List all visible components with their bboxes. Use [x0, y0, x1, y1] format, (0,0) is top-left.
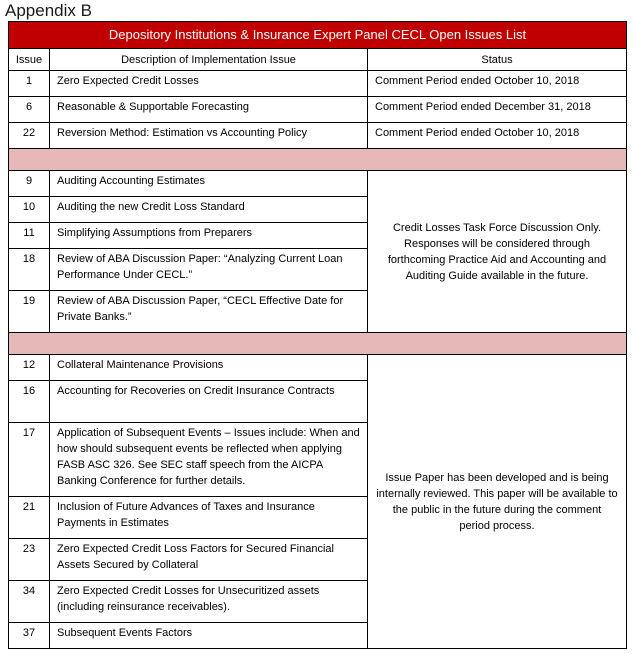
issue-number: 11 [9, 223, 50, 249]
page-title: Appendix B [5, 1, 92, 20]
issue-description: Collateral Maintenance Provisions [50, 355, 368, 381]
group-status: Issue Paper has been developed and is being internally reviewed. This paper will be available to the public in the future during the comment period process. [368, 355, 627, 649]
issue-number: 19 [9, 291, 50, 333]
issue-description: Auditing Accounting Estimates [50, 171, 368, 197]
issue-description: Reversion Method: Estimation vs Accounting Policy [50, 123, 368, 149]
issue-description: Auditing the new Credit Loss Standard [50, 197, 368, 223]
table-row [9, 355, 627, 381]
issue-description: Zero Expected Credit Loss Factors for Secured Financial Assets Secured by Collateral [50, 539, 368, 581]
issue-description: Reasonable & Supportable Forecasting [50, 97, 368, 123]
issue-description: Review of ABA Discussion Paper: “Analyzing Current Loan Performance Under CECL.” [50, 249, 368, 291]
issue-number: 34 [9, 581, 50, 623]
section-separator [9, 149, 627, 171]
issue-status: Comment Period ended October 10, 2018 [368, 123, 627, 149]
issue-number: 1 [9, 71, 50, 97]
issue-description: Simplifying Assumptions from Preparers [50, 223, 368, 249]
table-header-row [9, 49, 627, 71]
issue-number: 9 [9, 171, 50, 197]
issue-number: 12 [9, 355, 50, 381]
issue-number: 17 [9, 423, 50, 497]
issue-number: 10 [9, 197, 50, 223]
column-header-issue: Issue [9, 49, 50, 71]
issue-description: Zero Expected Credit Losses [50, 71, 368, 97]
issue-number: 22 [9, 123, 50, 149]
column-header-status: Status [368, 49, 627, 71]
issue-number: 16 [9, 381, 50, 423]
column-header-description: Description of Implementation Issue [50, 49, 368, 71]
issue-description: Inclusion of Future Advances of Taxes and Insurance Payments in Estimates [50, 497, 368, 539]
open-issues-table [8, 21, 627, 649]
issue-number: 18 [9, 249, 50, 291]
group-status: Credit Losses Task Force Discussion Only. Responses will be considered through forthcoming Practice Aid and Accounting and Auditing Guide available in the future. [368, 171, 627, 333]
table-banner: Depository Institutions & Insurance Expert Panel CECL Open Issues List [9, 22, 627, 49]
issue-number: 21 [9, 497, 50, 539]
table-banner-row [9, 22, 627, 49]
issue-number: 37 [9, 623, 50, 649]
table-row [9, 171, 627, 197]
table-row [9, 71, 627, 97]
issue-description: Accounting for Recoveries on Credit Insurance Contracts [50, 381, 368, 423]
table-row [9, 97, 627, 123]
issue-status: Comment Period ended December 31, 2018 [368, 97, 627, 123]
section-separator [9, 333, 627, 355]
issue-number: 23 [9, 539, 50, 581]
issue-description: Application of Subsequent Events – Issues include: When and how should subsequent events be reflected when applying FASB ASC 326. See SEC staff speech from the AICPA Banking Conference for further details. [50, 423, 368, 497]
table-row [9, 123, 627, 149]
issue-status: Comment Period ended October 10, 2018 [368, 71, 627, 97]
issue-description: Subsequent Events Factors [50, 623, 368, 649]
issue-description: Review of ABA Discussion Paper, “CECL Effective Date for Private Banks.” [50, 291, 368, 333]
issue-number: 6 [9, 97, 50, 123]
issue-description: Zero Expected Credit Losses for Unsecuritized assets (including reinsurance receivables). [50, 581, 368, 623]
